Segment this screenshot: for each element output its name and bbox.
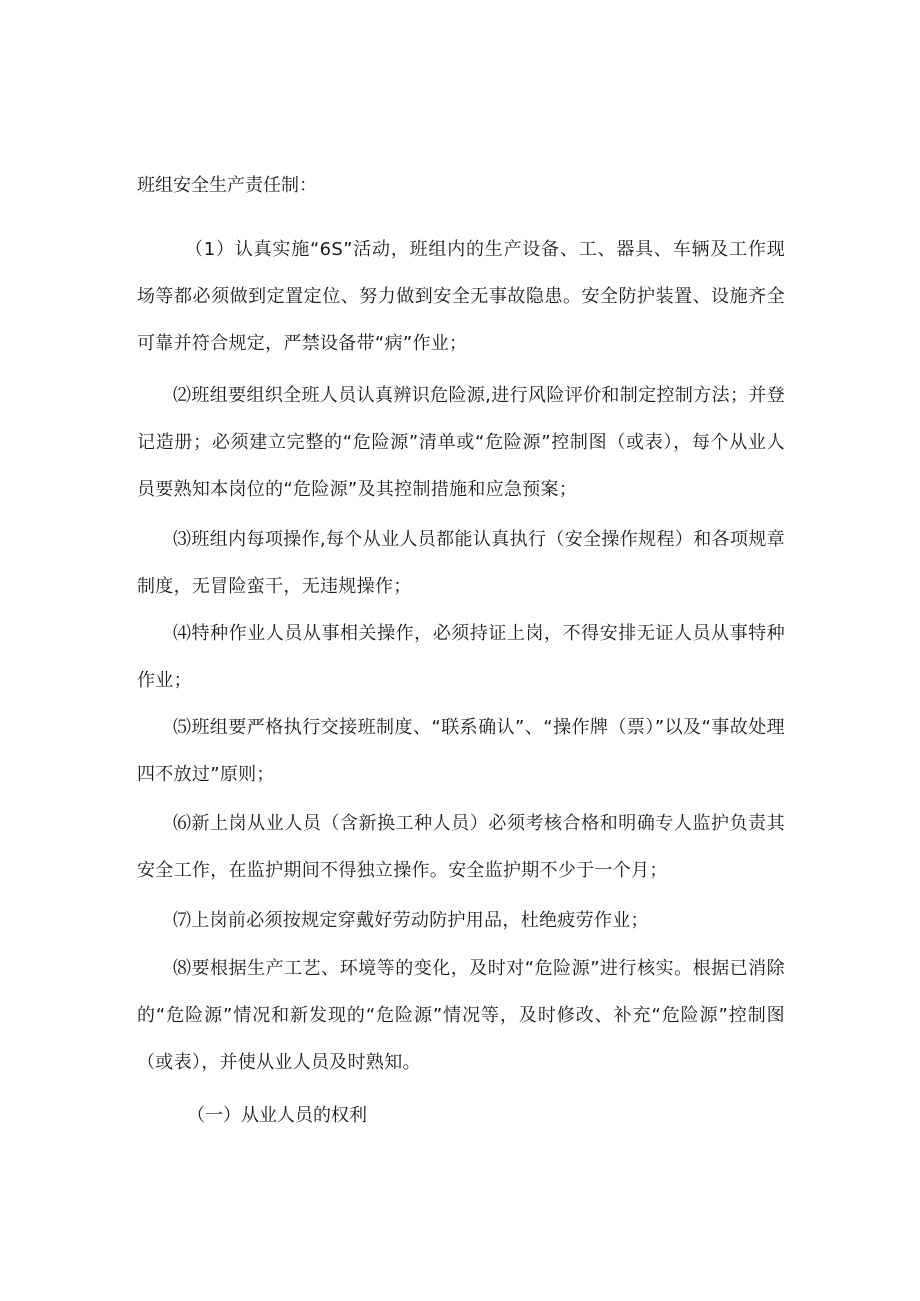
paragraph-7: ⑺上岗前必须按规定穿戴好劳动防护用品，杜绝疲劳作业； bbox=[173, 910, 649, 931]
paragraph-3: ⑶班组内每项操作,每个从业人员都能认真执行（安全操作规程）和各项规章制度，无冒险蛮干，无违规操作； bbox=[137, 529, 785, 597]
paragraph-1: （1）认真实施“6S”活动，班组内的生产设备、工、器具、车辆及工作现场等都必须做到定置定位、努力做到安全无事故隐患。安全防护装置、设施齐全可靠并符合规定，严禁设备带“病”作业； bbox=[137, 239, 785, 354]
paragraph-8: ⑻要根据生产工艺、环境等的变化，及时对“危险源”进行核实。根据已消除的“危险源”情况和新发现的“危险源”情况等，及时修改、补充“危险源”控制图（或表），并使从业人员及时熟知。 bbox=[137, 958, 785, 1073]
paragraph-5: ⑸班组要严格执行交接班制度、“联系确认”、“操作牌（票）”以及“事故处理四不放过”原则； bbox=[137, 717, 785, 785]
paragraph-6: ⑹新上岗从业人员（含新换工种人员）必须考核合格和明确专人监护负责其安全工作，在监护期间不得独立操作。安全监护期不少于一个月； bbox=[137, 813, 785, 881]
section-heading: （一）从业人员的权利 bbox=[187, 1105, 367, 1126]
document-title: 班组安全生产责任制： bbox=[137, 175, 317, 196]
paragraph-2: ⑵班组要组织全班人员认真辨识危险源,进行风险评价和制定控制方法；并登记造册；必须建立完整的“危险源”清单或“危险源”控制图（或表），每个从业人员要熟知本岗位的“危险源”及其控制措施和应急预案； bbox=[137, 385, 785, 500]
paragraph-4: ⑷特种作业人员从事相关操作，必须持证上岗，不得安排无证人员从事特种作业； bbox=[137, 623, 785, 691]
